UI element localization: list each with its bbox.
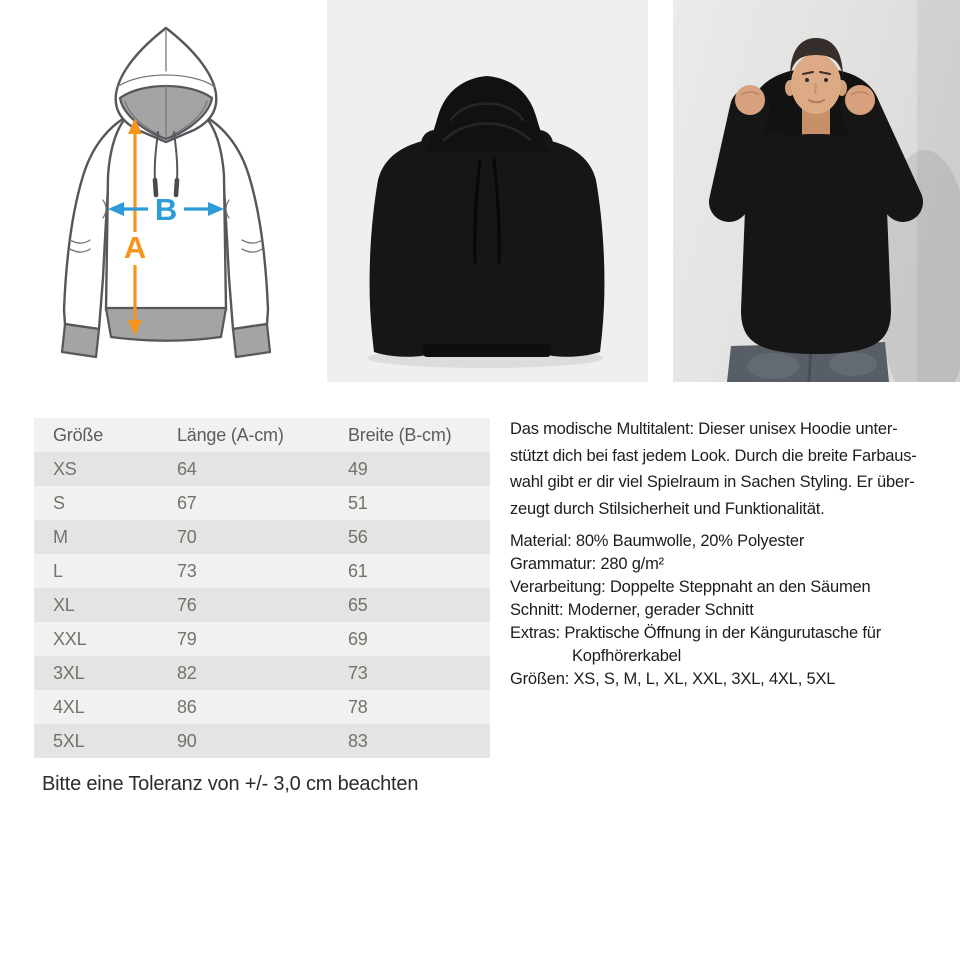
size-table-header bbox=[34, 418, 490, 452]
hem-band bbox=[106, 308, 226, 341]
laenge-cell: 76 bbox=[177, 594, 197, 615]
table-row bbox=[34, 724, 490, 758]
breite-cell: 56 bbox=[348, 526, 368, 547]
detail-groessen: Größen: XS, S, M, L, XL, XXL, 3XL, 4XL, 5XL bbox=[510, 670, 836, 688]
jeans-wash-right bbox=[829, 352, 877, 376]
col-header-size: Größe bbox=[53, 424, 104, 445]
detail-schnitt: Schnitt: Moderner, gerader Schnitt bbox=[510, 601, 754, 619]
cuff-right bbox=[233, 324, 270, 357]
product-photo[interactable] bbox=[327, 0, 648, 382]
hoodie-hem bbox=[423, 344, 551, 357]
size-table bbox=[34, 418, 490, 758]
laenge-cell: 70 bbox=[177, 526, 197, 547]
label-a: A bbox=[123, 230, 147, 265]
product-details bbox=[510, 530, 960, 691]
size-cell: M bbox=[53, 526, 68, 547]
laenge-cell: 64 bbox=[177, 458, 197, 479]
detail-extras-continued: Kopfhörerkabel bbox=[572, 647, 682, 665]
size-cell: XS bbox=[53, 458, 77, 479]
laenge-cell: 82 bbox=[177, 662, 197, 683]
model-illustration bbox=[673, 0, 960, 382]
table-row bbox=[34, 452, 490, 486]
breite-cell: 49 bbox=[348, 458, 368, 479]
cuff-left bbox=[62, 324, 99, 357]
description-line: wahl gibt er dir viel Spielraum in Sachen Styling. Er über- bbox=[510, 473, 915, 491]
hoodie-torso bbox=[421, 130, 553, 357]
size-cell: 5XL bbox=[53, 730, 85, 751]
model-photo[interactable] bbox=[673, 0, 960, 382]
description-line: zeugt durch Stilsicherheit und Funktionalität. bbox=[510, 499, 825, 518]
breite-cell: 69 bbox=[348, 628, 368, 649]
laenge-cell: 86 bbox=[177, 696, 197, 717]
laenge-cell: 67 bbox=[177, 492, 197, 513]
detail-verarbeitung: Verarbeitung: Doppelte Steppnaht an den Säumen bbox=[510, 578, 871, 596]
breite-cell: 65 bbox=[348, 594, 368, 615]
size-cell: S bbox=[53, 492, 65, 513]
detail-extras: Extras: Praktische Öffnung in der Kängurutasche für bbox=[510, 624, 882, 642]
table-row bbox=[34, 520, 490, 554]
table-row bbox=[34, 486, 490, 520]
size-cell: 3XL bbox=[53, 662, 85, 683]
label-b: B bbox=[154, 192, 178, 227]
product-description bbox=[510, 416, 960, 691]
detail-grammatur: Grammatur: 280 g/m² bbox=[510, 555, 664, 573]
table-row bbox=[34, 690, 490, 724]
description-line: Das modische Multitalent: Dieser unisex Hoodie unter- bbox=[510, 420, 898, 438]
laenge-cell: 79 bbox=[177, 628, 197, 649]
table-row bbox=[34, 588, 490, 622]
breite-cell: 83 bbox=[348, 730, 368, 751]
size-cell: XL bbox=[53, 594, 75, 615]
size-cell: L bbox=[53, 560, 63, 581]
table-row bbox=[34, 622, 490, 656]
size-cell: XXL bbox=[53, 628, 87, 649]
black-hoodie-illustration bbox=[327, 0, 648, 382]
col-header-width: Breite (B-cm) bbox=[348, 424, 452, 445]
size-cell: 4XL bbox=[53, 696, 85, 717]
hoodie-line-drawing bbox=[20, 8, 312, 384]
breite-cell: 51 bbox=[348, 492, 368, 513]
breite-cell: 78 bbox=[348, 696, 368, 717]
nose bbox=[815, 84, 816, 93]
measurement-diagram-image[interactable] bbox=[20, 8, 312, 384]
fist-left bbox=[735, 85, 765, 115]
breite-cell: 73 bbox=[348, 662, 368, 683]
laenge-cell: 90 bbox=[177, 730, 197, 751]
table-row bbox=[34, 554, 490, 588]
laenge-cell: 73 bbox=[177, 560, 197, 581]
eye-right bbox=[824, 78, 828, 82]
fist-right bbox=[845, 85, 875, 115]
col-header-length: Länge (A-cm) bbox=[177, 424, 284, 445]
breite-cell: 61 bbox=[348, 560, 368, 581]
detail-material: Material: 80% Baumwolle, 20% Polyester bbox=[510, 532, 805, 550]
table-row bbox=[34, 656, 490, 690]
jeans-wash-left bbox=[747, 353, 799, 379]
eye-left bbox=[805, 78, 809, 82]
tolerance-note: Bitte eine Toleranz von +/- 3,0 cm beachten bbox=[42, 773, 419, 795]
description-line: stützt dich bei fast jedem Look. Durch die breite Farbaus- bbox=[510, 446, 917, 465]
